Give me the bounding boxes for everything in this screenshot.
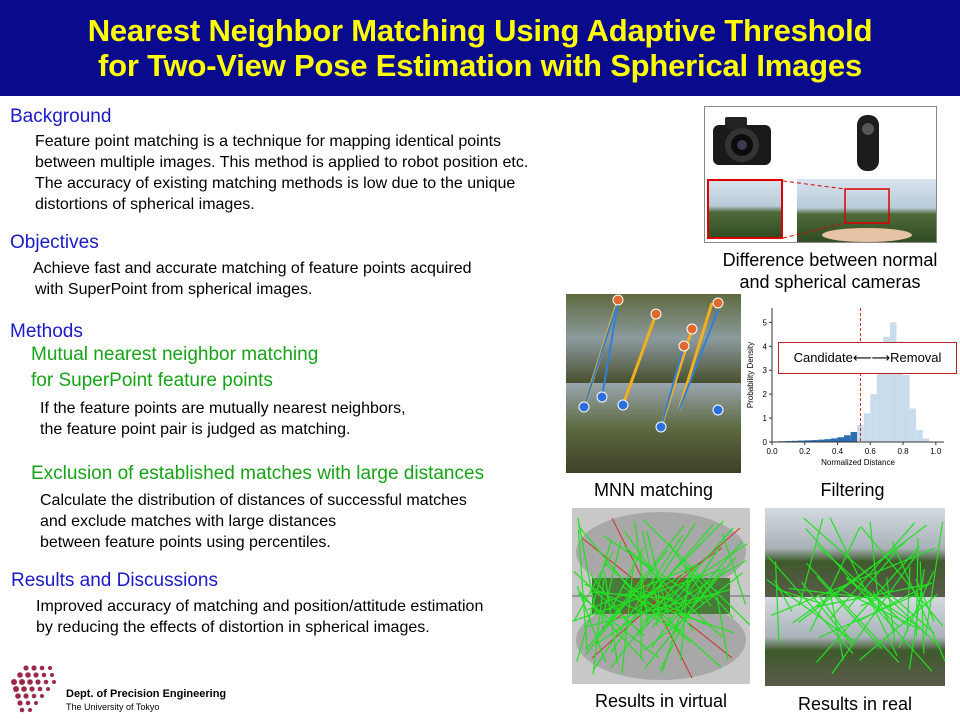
real-caption: Results in real	[797, 694, 913, 714]
spherical-camera-icon	[857, 115, 879, 171]
method-1-line: If the feature points are mutually nearest neighbors,	[40, 400, 406, 417]
y-tick-label: 1	[762, 414, 767, 424]
objectives-line: Achieve fast and accurate matching of feature points acquired	[33, 260, 472, 277]
histogram-bar	[877, 365, 884, 442]
background-line: The accuracy of existing matching methods is low due to the unique	[35, 175, 516, 192]
threshold-annotation: Candidate⟵⟶Removal	[778, 342, 957, 374]
logo-department: Dept. of Precision Engineering	[66, 688, 227, 700]
mnn-matching-figure	[566, 294, 741, 473]
method-1-title	[31, 342, 318, 394]
objectives-text	[33, 258, 563, 300]
results-text	[36, 596, 576, 638]
y-tick-label: 5	[762, 318, 767, 328]
method-2-text	[40, 490, 560, 553]
histogram-bar	[870, 394, 877, 442]
background-line: distortions of spherical images.	[35, 196, 255, 213]
dslr-camera-icon	[713, 117, 771, 165]
method-2-line: between feature points using percentiles.	[40, 534, 331, 551]
background-heading: Background	[10, 106, 112, 127]
real-results-figure	[765, 508, 945, 686]
y-tick-label: 3	[762, 366, 767, 376]
method-1-title-line: for SuperPoint feature points	[31, 370, 273, 391]
histogram-bar	[831, 438, 838, 442]
method-1-line: the feature point pair is judged as matching.	[40, 421, 351, 438]
histogram-bar	[844, 435, 851, 442]
mnn-caption: MNN matching	[593, 480, 714, 500]
department-logo	[6, 662, 246, 714]
background-line: Feature point matching is a technique for mapping identical points	[35, 133, 502, 150]
camera-caption-line: Difference between normal	[722, 250, 938, 270]
method-2-title: Exclusion of established matches with large distances	[31, 463, 485, 484]
y-tick-label: 0	[762, 438, 767, 447]
results-line: Improved accuracy of matching and position/attitude estimation	[36, 598, 484, 615]
x-tick-label: 0.4	[831, 447, 844, 456]
method-2-line: and exclude matches with large distances	[40, 513, 337, 530]
histogram-chart	[744, 300, 956, 475]
title-line-2: for Two-View Pose Estimation with Spherical Images	[97, 48, 863, 83]
x-tick-label: 0.8	[897, 447, 909, 456]
x-axis-label: Normalized Distance	[821, 458, 895, 467]
x-tick-label: 0.2	[799, 447, 811, 456]
y-tick-label: 4	[762, 342, 767, 352]
methods-heading: Methods	[10, 321, 83, 342]
camera-caption	[700, 249, 960, 293]
filtering-caption: Filtering	[820, 480, 885, 500]
histogram-bar	[903, 375, 910, 442]
camera-comparison-figure	[704, 106, 937, 243]
objectives-heading: Objectives	[10, 232, 99, 253]
histogram-bar	[916, 430, 923, 442]
logo-university: The University of Tokyo	[66, 702, 160, 712]
results-heading: Results and Discussions	[11, 570, 218, 591]
logo-dots-icon	[6, 662, 64, 714]
x-tick-label: 0.6	[864, 447, 876, 456]
virtual-results-figure	[572, 508, 750, 684]
histogram-bar	[851, 432, 858, 442]
histogram-bar	[864, 413, 871, 442]
histogram-bar	[910, 409, 917, 443]
filtering-histogram	[744, 300, 956, 475]
x-tick-label: 0.0	[766, 447, 778, 456]
histogram-bar	[838, 437, 845, 442]
y-axis-label: Probability Density	[746, 341, 755, 409]
background-line: between multiple images. This method is applied to robot position etc.	[35, 154, 529, 171]
method-1-title-line: Mutual nearest neighbor matching	[31, 344, 319, 365]
x-tick-label: 1.0	[930, 447, 942, 456]
histogram-bar	[890, 322, 897, 442]
y-tick-label: 2	[762, 390, 767, 400]
background-text	[35, 131, 635, 215]
method-1-text	[40, 398, 540, 440]
results-line: by reducing the effects of distortion in spherical images.	[36, 619, 430, 636]
title-line-1: Nearest Neighbor Matching Using Adaptive Threshold	[87, 13, 873, 48]
histogram-bar	[923, 438, 930, 442]
title-banner	[0, 0, 960, 96]
virtual-caption: Results in virtual	[594, 691, 728, 711]
method-2-line: Calculate the distribution of distances of successful matches	[40, 492, 467, 509]
objectives-line: with SuperPoint from spherical images.	[35, 281, 313, 298]
camera-caption-line: and spherical cameras	[739, 272, 921, 292]
